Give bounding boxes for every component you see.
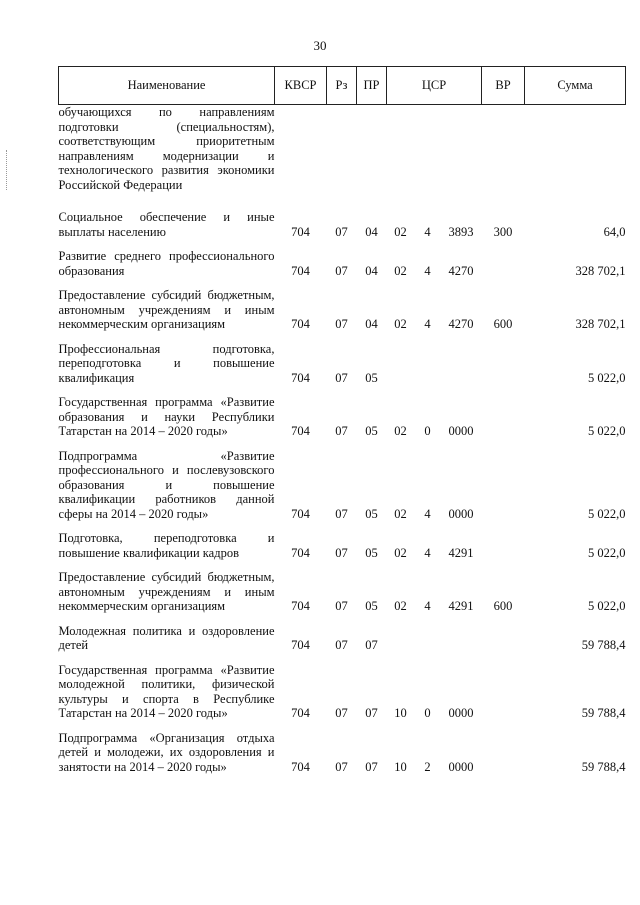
cell-pr: 05 bbox=[365, 545, 378, 560]
cell-c2: 0 bbox=[424, 424, 431, 438]
cell-rz: 07 bbox=[335, 599, 348, 613]
cell-c3 bbox=[441, 342, 482, 386]
cell-c2 bbox=[415, 624, 441, 653]
cell-pr: 05 bbox=[365, 424, 378, 438]
cell-c2 bbox=[415, 105, 441, 193]
cell-sum: 64,0 bbox=[603, 224, 626, 239]
cell-kvsr: 704 bbox=[291, 506, 310, 521]
cell-rz: 07 bbox=[335, 759, 348, 774]
table-row bbox=[59, 570, 626, 614]
cell-rz: 07 bbox=[335, 224, 348, 239]
cell-c3: 0000 bbox=[448, 506, 474, 521]
cell-c3: 4270 bbox=[448, 263, 474, 278]
cell-c2: 0 bbox=[424, 706, 431, 720]
cell-pr: 04 bbox=[365, 263, 378, 278]
budget-table bbox=[58, 66, 626, 774]
cell-c1: 10 bbox=[394, 759, 407, 774]
cell-c1: 02 bbox=[394, 263, 407, 278]
table-row bbox=[59, 395, 626, 439]
header-name: Наименование bbox=[59, 67, 275, 105]
row-spacer bbox=[59, 192, 626, 210]
margin-marks bbox=[6, 150, 9, 190]
cell-c3: 0000 bbox=[448, 706, 474, 720]
cell-c2: 4 bbox=[424, 506, 431, 521]
cell-rz: 07 bbox=[335, 706, 348, 720]
cell-c3: 4291 bbox=[448, 599, 474, 613]
cell-pr: 07 bbox=[365, 706, 378, 720]
cell-name: Государственная программа «Развитие образования и науки Республики Татарстан на 2014 – 2020 годы» bbox=[58, 395, 275, 438]
cell-c2: 4 bbox=[424, 224, 431, 239]
cell-c2: 4 bbox=[424, 545, 431, 560]
cell-rz: 07 bbox=[335, 638, 348, 652]
cell-name: Подготовка, переподготовка и повышение квалификации кадров bbox=[58, 531, 275, 560]
cell-c3: 4270 bbox=[448, 317, 474, 331]
cell-c3: 4291 bbox=[448, 545, 474, 560]
row-spacer bbox=[59, 332, 626, 342]
table-row bbox=[59, 449, 626, 522]
cell-vr bbox=[482, 105, 525, 193]
cell-name: Предоставление субсидий бюджетным, автономным учреждениям и иным некоммерческим организациям bbox=[58, 288, 275, 331]
cell-pr bbox=[357, 105, 387, 193]
header-pr: ПР bbox=[357, 67, 387, 105]
cell-sum: 5 022,0 bbox=[588, 545, 626, 560]
cell-vr bbox=[482, 663, 525, 721]
header-vr: ВР bbox=[482, 67, 525, 105]
cell-sum: 5 022,0 bbox=[588, 599, 626, 613]
table-row bbox=[59, 288, 626, 332]
cell-kvsr: 704 bbox=[291, 317, 310, 331]
cell-rz: 07 bbox=[335, 370, 348, 385]
cell-pr: 07 bbox=[365, 638, 378, 652]
cell-pr: 04 bbox=[365, 317, 378, 331]
cell-c2: 2 bbox=[424, 759, 431, 774]
cell-c1 bbox=[387, 342, 415, 386]
cell-c1 bbox=[387, 105, 415, 193]
table-header-row bbox=[59, 67, 626, 105]
cell-c1: 02 bbox=[394, 599, 407, 613]
cell-kvsr: 704 bbox=[291, 545, 310, 560]
cell-sum: 5 022,0 bbox=[588, 506, 626, 521]
cell-vr: 600 bbox=[493, 599, 513, 613]
cell-name: Развитие среднего профессионального образования bbox=[58, 249, 275, 278]
cell-rz bbox=[327, 105, 357, 193]
cell-pr: 05 bbox=[365, 370, 378, 385]
row-spacer bbox=[59, 721, 626, 731]
table-row bbox=[59, 249, 626, 278]
cell-rz: 07 bbox=[335, 317, 348, 331]
cell-kvsr: 704 bbox=[291, 706, 310, 720]
cell-vr bbox=[482, 342, 525, 386]
header-sum: Сумма bbox=[525, 67, 626, 105]
cell-name: Подпрограмма «Развитие профессионального и послевузовского образования и повышение квалификации работников данной сферы на 2014 – 2020 годы» bbox=[58, 448, 275, 521]
cell-c1: 02 bbox=[394, 424, 407, 438]
row-spacer bbox=[59, 560, 626, 570]
cell-rz: 07 bbox=[335, 506, 348, 521]
table-row bbox=[59, 210, 626, 239]
row-spacer bbox=[59, 278, 626, 288]
cell-kvsr: 704 bbox=[291, 224, 310, 239]
cell-name: Подпрограмма «Организация отдыха детей и молодежи, их оздоровления и занятости на 2014 – 2020 годы» bbox=[58, 730, 275, 774]
cell-c1: 10 bbox=[394, 706, 407, 720]
cell-name: Государственная программа «Развитие молодежной политики, физической культуры и спорта в Республике Татарстан на 2014 – 2020 годы» bbox=[58, 662, 275, 720]
cell-vr: 600 bbox=[493, 317, 513, 331]
cell-kvsr: 704 bbox=[291, 638, 310, 652]
table-row bbox=[59, 731, 626, 775]
cell-kvsr: 704 bbox=[291, 599, 310, 613]
cell-c1: 02 bbox=[394, 317, 407, 331]
cell-sum: 59 788,4 bbox=[581, 638, 626, 652]
cell-vr bbox=[482, 531, 525, 560]
cell-pr: 07 bbox=[365, 759, 378, 774]
table-row bbox=[59, 105, 626, 193]
cell-rz: 07 bbox=[335, 263, 348, 278]
cell-kvsr: 704 bbox=[291, 370, 310, 385]
cell-c1 bbox=[387, 624, 415, 653]
cell-c3 bbox=[441, 624, 482, 653]
cell-vr bbox=[482, 395, 525, 439]
cell-c1: 02 bbox=[394, 545, 407, 560]
table-row bbox=[59, 531, 626, 560]
table-row bbox=[59, 624, 626, 653]
cell-vr bbox=[482, 249, 525, 278]
cell-rz: 07 bbox=[335, 424, 348, 438]
cell-c2: 4 bbox=[424, 599, 431, 613]
cell-sum: 328 702,1 bbox=[575, 263, 626, 278]
table-row bbox=[59, 663, 626, 721]
cell-vr: 300 bbox=[493, 224, 513, 239]
row-spacer bbox=[59, 614, 626, 624]
cell-vr bbox=[482, 624, 525, 653]
cell-c1: 02 bbox=[394, 224, 407, 239]
cell-name: обучающихся по направлениям подготовки (специальностям), соответствующим приоритетным направлениям модернизации и технологического развития экономики Российской Федерации bbox=[58, 105, 275, 192]
table-body bbox=[59, 105, 626, 775]
cell-rz: 07 bbox=[335, 545, 348, 560]
cell-name: Молодежная политика и оздоровление детей bbox=[58, 623, 275, 652]
cell-c2: 4 bbox=[424, 263, 431, 278]
cell-c3: 0000 bbox=[448, 424, 474, 438]
cell-c2 bbox=[415, 342, 441, 386]
cell-c1: 02 bbox=[394, 506, 407, 521]
header-kvsr: КВСР bbox=[275, 67, 327, 105]
table-row bbox=[59, 342, 626, 386]
row-spacer bbox=[59, 521, 626, 531]
cell-kvsr bbox=[275, 105, 327, 193]
row-spacer bbox=[59, 239, 626, 249]
row-spacer bbox=[59, 653, 626, 663]
cell-vr bbox=[482, 731, 525, 775]
cell-c3: 3893 bbox=[448, 224, 474, 239]
header-rz: Рз bbox=[327, 67, 357, 105]
cell-pr: 05 bbox=[365, 599, 378, 613]
cell-name: Предоставление субсидий бюджетным, автономным учреждениям и иным некоммерческим организациям bbox=[58, 570, 275, 613]
cell-sum: 59 788,4 bbox=[581, 706, 626, 720]
cell-c2: 4 bbox=[424, 317, 431, 331]
row-spacer bbox=[59, 439, 626, 449]
page-number: 30 bbox=[313, 38, 327, 53]
header-csr: ЦСР bbox=[387, 67, 482, 105]
cell-kvsr: 704 bbox=[291, 424, 310, 438]
cell-pr: 04 bbox=[365, 224, 378, 239]
cell-c3: 0000 bbox=[448, 759, 474, 774]
cell-kvsr: 704 bbox=[291, 263, 310, 278]
cell-name: Социальное обеспечение и иные выплаты населению bbox=[58, 210, 275, 239]
cell-sum: 59 788,4 bbox=[581, 759, 626, 774]
cell-sum: 5 022,0 bbox=[588, 424, 626, 438]
cell-name: Профессиональная подготовка, переподготовка и повышение квалификация bbox=[58, 341, 275, 385]
cell-c3 bbox=[441, 105, 482, 193]
cell-sum: 5 022,0 bbox=[588, 370, 626, 385]
cell-sum bbox=[525, 105, 626, 193]
cell-vr bbox=[482, 449, 525, 522]
cell-sum: 328 702,1 bbox=[575, 317, 626, 331]
row-spacer bbox=[59, 385, 626, 395]
cell-kvsr: 704 bbox=[291, 759, 310, 774]
cell-pr: 05 bbox=[365, 506, 378, 521]
